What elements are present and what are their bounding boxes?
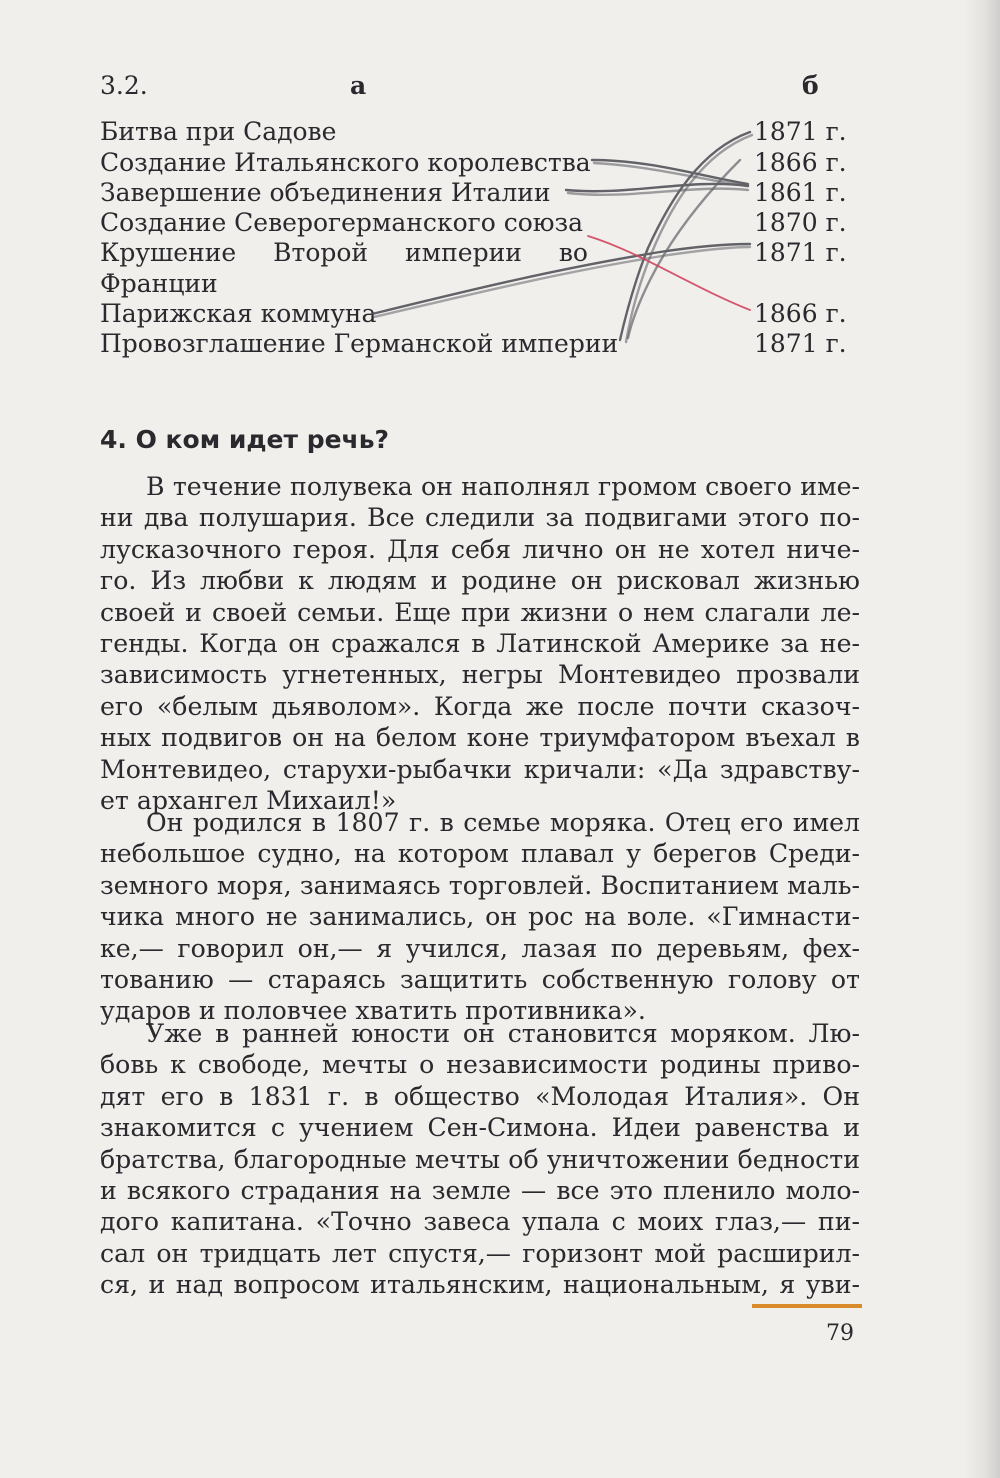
- column-a-label: а: [350, 71, 367, 100]
- text-line: ет архангел Михаил!»: [100, 785, 397, 815]
- text-line: ся, и над вопросом итальянским, национальным, я уви-: [100, 1270, 860, 1300]
- text-line: Он родился в 1807 г. в семье моряка. Отец его имел: [146, 808, 860, 837]
- event-word: Второй: [273, 238, 369, 267]
- text-line: го. Из любви к людям и родине он рисковал жизнью: [100, 566, 860, 596]
- text-line: В течение полувека он наполнял громом своего име-: [146, 472, 860, 501]
- text-line: Монтевидео, старухи-рыбачки кричали: «Да здравству-: [100, 754, 860, 784]
- text-line: генды. Когда он сражался в Латинской Америке за не-: [100, 628, 860, 658]
- text-line: его «белым дьяволом». Когда же после почти сказоч-: [100, 691, 860, 721]
- page-number: 79: [826, 1321, 854, 1346]
- event-item: Завершение объединения Италии: [100, 178, 551, 207]
- event-word: Крушение: [100, 238, 237, 267]
- column-b-label: б: [802, 71, 819, 100]
- year-item: 1870 г.: [754, 208, 847, 237]
- text-line: ных подвигов он на белом коне триумфатором въехал в: [100, 723, 860, 753]
- text-line: ударов и половчее хватить противника».: [100, 996, 646, 1026]
- text-line: чика много не занимались, он рос на воле. «Гимнасти-: [100, 902, 860, 932]
- event-word: империи: [405, 238, 522, 267]
- paragraph-1: [100, 471, 860, 816]
- paragraph-2: [100, 807, 860, 1027]
- year-item: 1866 г.: [754, 148, 847, 177]
- text-line: братства, благородные мечты об уничтожении бедности: [100, 1144, 860, 1174]
- event-item: Создание Северогерманского союза: [100, 208, 584, 237]
- text-line: зависимость угнетенных, негры Монтевидео прозвали: [100, 660, 860, 690]
- event-word: во: [558, 238, 588, 267]
- event-item: Парижская коммуна: [100, 299, 377, 328]
- exercise-number: 3.2.: [100, 71, 148, 100]
- match-line: [374, 247, 750, 317]
- matching-lines: [0, 0, 1000, 420]
- text-line: лусказочного героя. Для себя лично он не хотел ниче-: [100, 534, 860, 564]
- event-item: Битва при Садове: [100, 117, 337, 146]
- text-line: ни два полушария. Все следили за подвигами этого по-: [100, 503, 860, 533]
- text-line: небольшое судно, на котором плавал у берегов Среди-: [100, 839, 860, 869]
- paragraph-3: [100, 1018, 860, 1301]
- text-line: бовь к свободе, мечты о независимости родины приво-: [100, 1050, 860, 1080]
- text-line: земного моря, занимаясь торговлей. Воспитанием маль-: [100, 870, 860, 900]
- year-item: 1866 г.: [754, 299, 847, 328]
- text-line: и всякого страдания на земле — все это пленило моло-: [100, 1175, 860, 1205]
- text-line: тованию — стараясь защитить собственную голову от: [100, 964, 860, 994]
- text-line: Уже в ранней юности он становится моряком. Лю-: [146, 1019, 860, 1048]
- text-line: ке,— говорил он,— я учился, лазая по деревьям, фех-: [100, 933, 860, 963]
- section-heading: 4. О ком идет речь?: [100, 425, 390, 454]
- event-item: Провозглашение Германской империи: [100, 329, 619, 358]
- text-line: своей и своей семьи. Еще при жизни о нем слагали ле-: [100, 597, 860, 627]
- year-item: 1871 г.: [754, 238, 847, 267]
- page-number-rule: [752, 1304, 862, 1308]
- event-item: Франции: [100, 269, 218, 298]
- year-item: 1871 г.: [754, 329, 847, 358]
- event-item: Создание Итальянского королевства: [100, 148, 591, 177]
- text-line: дят его в 1831 г. в общество «Молодая Италия». Он: [100, 1081, 860, 1111]
- text-line: дого капитана. «Точно завеса упала с моих глаз,— пи-: [100, 1207, 860, 1237]
- year-item: 1861 г.: [754, 178, 847, 207]
- text-line: знакомится с учением Сен-Симона. Идеи равенства и: [100, 1113, 860, 1143]
- year-item: 1871 г.: [754, 117, 847, 146]
- text-line: сал он тридцать лет спустя,— горизонт мой расширил-: [100, 1238, 860, 1268]
